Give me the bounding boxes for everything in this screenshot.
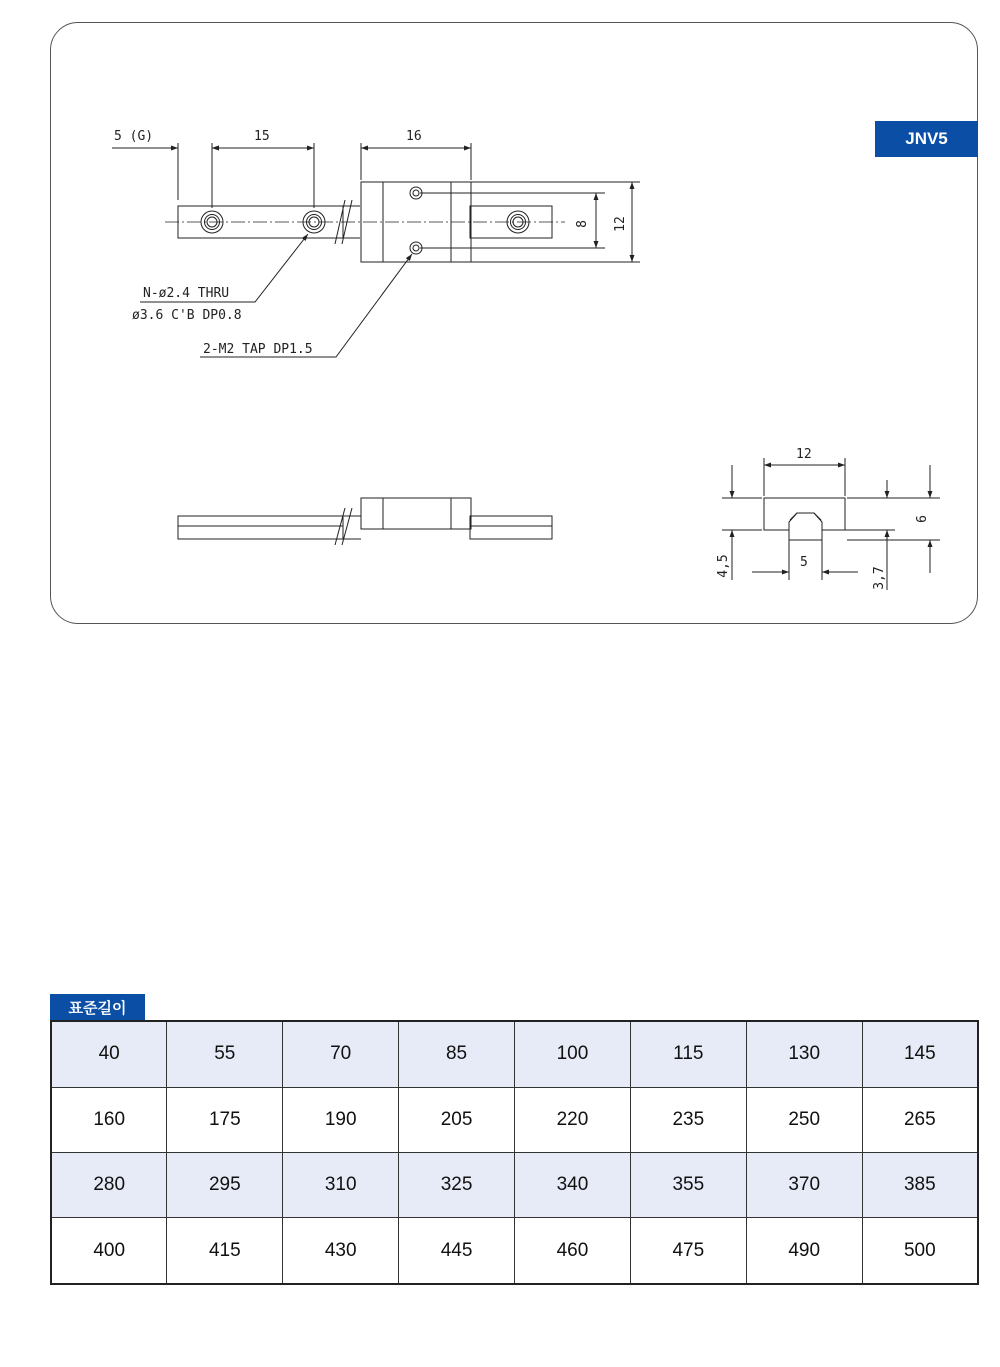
table-row [51, 1087, 978, 1152]
note-hole-thru: N-ø2.4 THRU [143, 286, 230, 301]
table-cell: 175 [167, 1087, 283, 1152]
table-row [51, 1218, 978, 1284]
table-cell: 385 [862, 1152, 978, 1217]
note-tap: 2-M2 TAP DP1.5 [203, 342, 313, 357]
technical-drawing [0, 0, 1000, 640]
section-height-label: 6 [915, 515, 930, 523]
table-cell: 370 [746, 1152, 862, 1217]
table-cell: 445 [399, 1218, 515, 1284]
table-cell: 85 [399, 1021, 515, 1087]
table-cell: 295 [167, 1152, 283, 1217]
note-hole-counterbore: ø3.6 C'B DP0.8 [132, 308, 242, 323]
standard-length-title: 표준길이 [50, 994, 145, 1020]
side-view [178, 498, 552, 545]
dim-pitch-label: 15 [254, 129, 270, 144]
table-row [51, 1021, 978, 1087]
table-cell: 430 [283, 1218, 399, 1284]
table-cell: 310 [283, 1152, 399, 1217]
table-row [51, 1152, 978, 1217]
table-cell: 460 [515, 1218, 631, 1284]
table-cell: 400 [51, 1218, 167, 1284]
table-cell: 205 [399, 1087, 515, 1152]
table-cell: 355 [630, 1152, 746, 1217]
dim-block-length-label: 16 [406, 129, 422, 144]
table-cell: 145 [862, 1021, 978, 1087]
table-cell: 325 [399, 1152, 515, 1217]
table-cell: 220 [515, 1087, 631, 1152]
section-rail-width-label: 5 [800, 555, 808, 570]
table-cell: 265 [862, 1087, 978, 1152]
table-cell: 160 [51, 1087, 167, 1152]
table-cell: 250 [746, 1087, 862, 1152]
section-rail-height-label: 4,5 [716, 554, 731, 578]
section-base-label: 3,7 [872, 566, 887, 590]
table-cell: 490 [746, 1218, 862, 1284]
table-cell: 500 [862, 1218, 978, 1284]
table-cell: 130 [746, 1021, 862, 1087]
dim-block-width-label: 12 [613, 216, 628, 232]
table-cell: 280 [51, 1152, 167, 1217]
table-cell: 55 [167, 1021, 283, 1087]
dim-g-label: 5 (G) [114, 129, 154, 144]
table-cell: 235 [630, 1087, 746, 1152]
standard-length-table [50, 1020, 979, 1285]
model-tag: JNV5 [875, 121, 978, 157]
table-cell: 415 [167, 1218, 283, 1284]
dim-hole-spacing-label: 8 [575, 220, 590, 228]
table-cell: 70 [283, 1021, 399, 1087]
table-cell: 340 [515, 1152, 631, 1217]
table-cell: 475 [630, 1218, 746, 1284]
section-width-label: 12 [796, 447, 812, 462]
table-cell: 190 [283, 1087, 399, 1152]
table-cell: 40 [51, 1021, 167, 1087]
table-cell: 100 [515, 1021, 631, 1087]
section-view [764, 498, 845, 540]
table-cell: 115 [630, 1021, 746, 1087]
